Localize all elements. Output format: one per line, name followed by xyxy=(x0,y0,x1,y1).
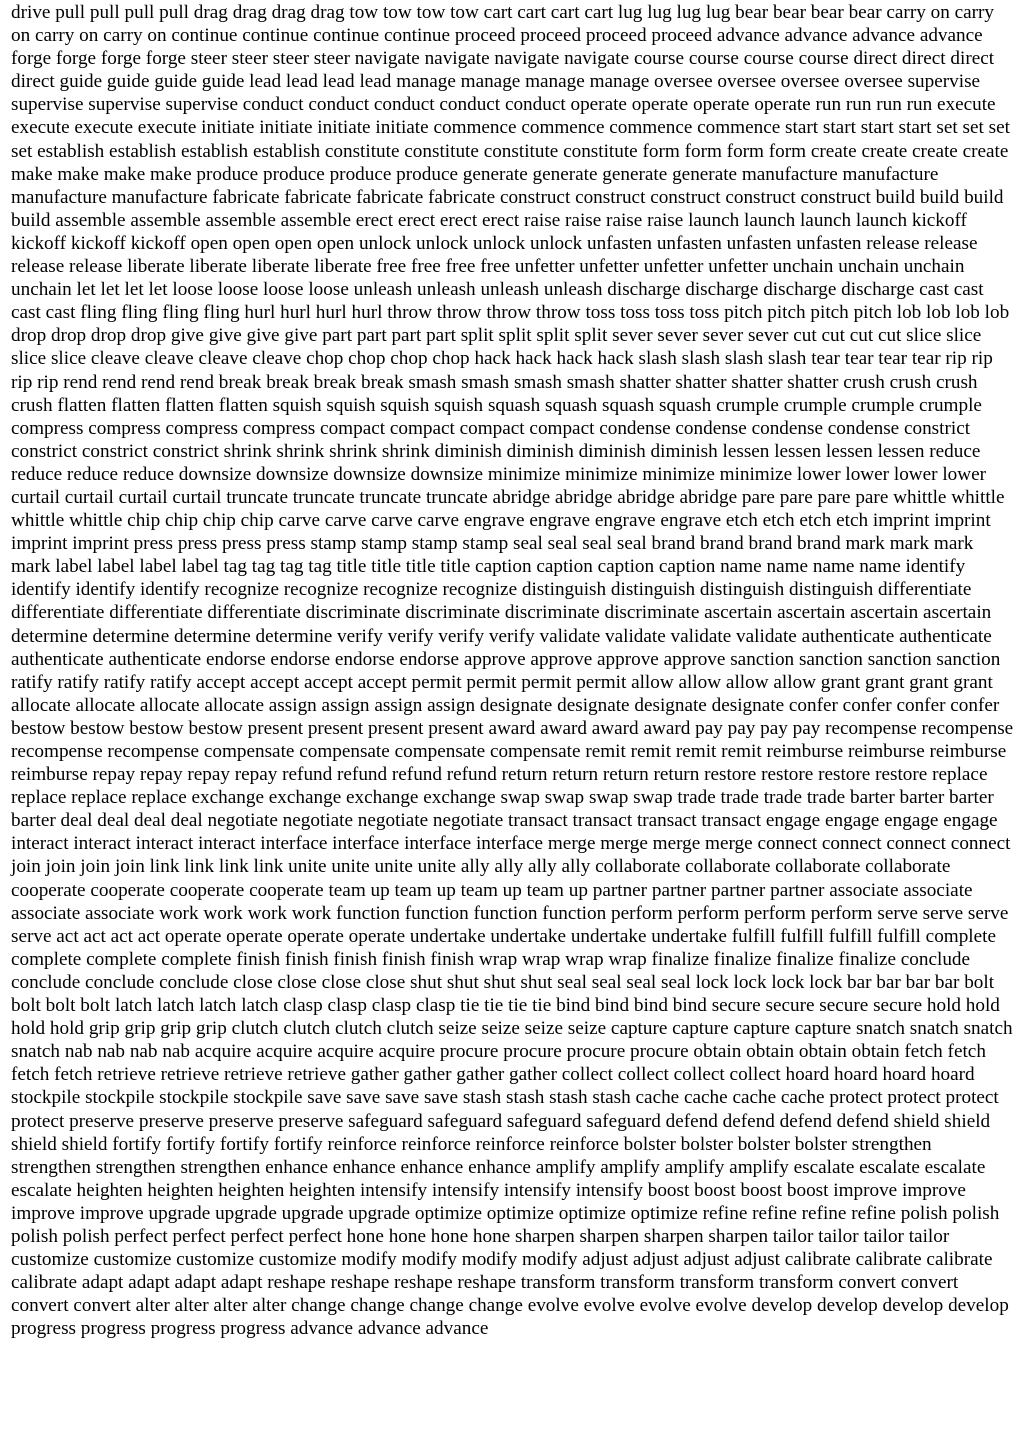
body-text: drive pull pull pull pull drag drag drag drag tow tow tow tow cart cart cart cart lug lug lug lug bear bear bear bear carry on carry on carry on carry on continue continue continue continue proceed proceed proceed proceed advance advance advance advance forge forge forge forge steer steer steer steer navigate navigate navigate navigate course course course course direct direct direct direct guide guide guide guide lead lead lead lead manage manage manage manage oversee oversee oversee oversee supervise supervise supervise supervise conduct conduct conduct conduct conduct operate operate operate operate run run run run execute execute execute execute initiate initiate initiate initiate commence commence commence commence start start start start set set set set establish establish establish establish constitute constitute constitute constitute form form form form create create create create make make make make produce produce produce produce generate generate generate generate manufacture manufacture manufacture manufacture fabricate fabricate fabricate fabricate construct construct construct construct construct build build build build assemble assemble assemble assemble erect erect erect erect raise raise raise raise launch launch launch launch kickoff kickoff kickoff kickoff open open open open unlock unlock unlock unlock unfasten unfasten unfasten unfasten release release release release liberate liberate liberate liberate free free free free unfetter unfetter unfetter unfetter unchain unchain unchain unchain let let let let loose loose loose loose unleash unleash unleash unleash discharge discharge discharge discharge cast cast cast cast fling fling fling fling hurl hurl hurl hurl throw throw throw throw toss toss toss toss pitch pitch pitch pitch lob lob lob lob drop drop drop drop give give give give part part part part split split split split sever sever sever sever cut cut cut cut slice slice slice slice cleave cleave cleave cleave chop chop chop chop hack hack hack hack slash slash slash slash tear tear tear tear rip rip rip rip rend rend rend rend break break break break smash smash smash smash shatter shatter shatter shatter crush crush crush crush flatten flatten flatten flatten squish squish squish squish squash squash squash squash crumple crumple crumple crumple compress compress compress compress compact compact compact compact condense condense condense condense constrict constrict constrict constrict shrink shrink shrink shrink diminish diminish diminish diminish lessen lessen lessen lessen reduce reduce reduce reduce downsize downsize downsize downsize minimize minimize minimize minimize lower lower lower lower curtail curtail curtail curtail truncate truncate truncate truncate abridge abridge abridge abridge pare pare pare pare whittle whittle whittle whittle chip chip chip chip carve carve carve carve engrave engrave engrave engrave etch etch etch etch imprint imprint imprint imprint press press press press stamp stamp stamp stamp seal seal seal seal brand brand brand brand mark mark mark mark label label label label tag tag tag tag title title title title caption caption caption caption name name name name identify identify identify identify recognize recognize recognize recognize distinguish distinguish distinguish distinguish differentiate differentiate differentiate differentiate discriminate discriminate discriminate discriminate ascertain ascertain ascertain ascertain determine determine determine determine verify verify verify verify validate validate validate validate authenticate authenticate authenticate authenticate endorse endorse endorse endorse approve approve approve approve sanction sanction sanction sanction ratify ratify ratify ratify accept accept accept accept permit permit permit permit allow allow allow allow grant grant grant grant allocate allocate allocate allocate assign assign assign assign designate designate designate designate confer confer confer confer bestow bestow bestow bestow present present present present award award award award pay pay pay pay recompense recompense recompense recompense compensate compensate compensate compensate remit remit remit remit reimburse reimburse reimburse reimburse repay repay repay repay refund refund refund refund return return return return restore restore restore restore replace replace replace replace exchange exchange exchange exchange swap swap swap swap trade trade trade trade barter barter barter barter deal deal deal deal negotiate negotiate negotiate negotiate transact transact transact transact engage engage engage engage interact interact interact interact interface interface interface interface merge merge merge merge connect connect connect connect join join join join link link link link unite unite unite unite ally ally ally ally collaborate collaborate collaborate collaborate cooperate cooperate cooperate cooperate team up team up team up team up partner partner partner partner associate associate associate associate work work work work function function function function perform perform perform perform serve serve serve serve act act act act operate operate operate operate undertake undertake undertake undertake fulfill fulfill fulfill fulfill complete complete complete complete finish finish finish finish finish wrap wrap wrap wrap finalize finalize finalize finalize conclude conclude conclude conclude close close close close shut shut shut shut seal seal seal seal lock lock lock lock bar bar bar bar bolt bolt bolt bolt latch latch latch latch clasp clasp clasp clasp tie tie tie tie bind bind bind bind secure secure secure secure hold hold hold hold grip grip grip grip clutch clutch clutch clutch seize seize seize seize capture capture capture capture snatch snatch snatch snatch nab nab nab nab acquire acquire acquire acquire procure procure procure procure obtain obtain obtain obtain fetch fetch fetch fetch retrieve retrieve retrieve retrieve gather gather gather gather collect collect collect collect hoard hoard hoard hoard stockpile stockpile stockpile stockpile save save save save stash stash stash stash cache cache cache cache protect protect protect protect preserve preserve preserve preserve safeguard safeguard safeguard safeguard defend defend defend defend shield shield shield shield fortify fortify fortify fortify reinforce reinforce reinforce reinforce bolster bolster bolster bolster strengthen strengthen strengthen strengthen enhance enhance enhance enhance amplify amplify amplify amplify escalate escalate escalate escalate heighten heighten heighten heighten intensify intensify intensify intensify boost boost boost boost improve improve improve improve upgrade upgrade upgrade upgrade optimize optimize optimize optimize refine refine refine refine polish polish polish polish perfect perfect perfect perfect hone hone hone hone sharpen sharpen sharpen sharpen tailor tailor tailor tailor customize customize customize customize modify modify modify modify adjust adjust adjust adjust calibrate calibrate calibrate calibrate adapt adapt adapt adapt reshape reshape reshape reshape transform transform transform transform convert convert convert convert alter alter alter alter change change change change evolve evolve evolve evolve develop develop develop develop progress progress progress progress advance advance advance xyxy=(11,2,1014,1340)
